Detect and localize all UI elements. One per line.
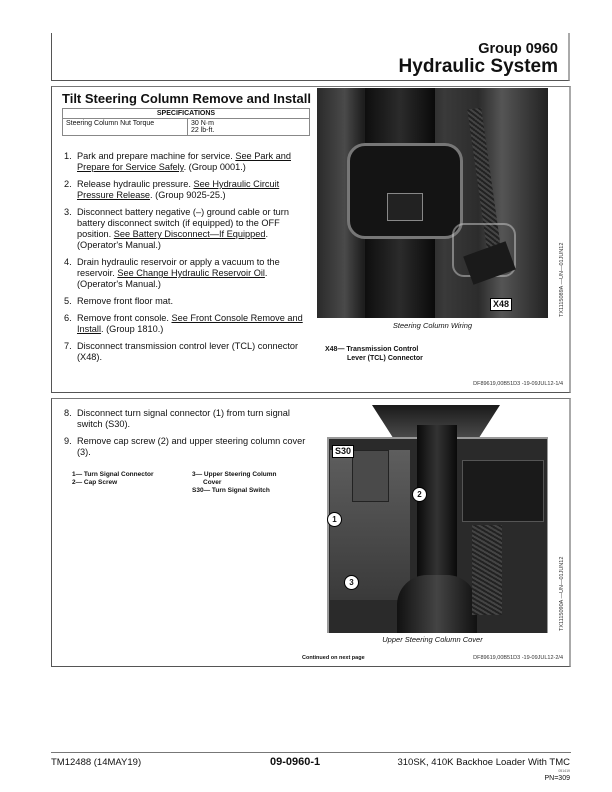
- step-item: [64, 296, 309, 307]
- step-item: [64, 408, 309, 430]
- cross-reference-link[interactable]: See Hydraulic Circuit Pressure Release: [77, 179, 280, 200]
- callout-x48: X48: [490, 298, 512, 311]
- cross-reference-link[interactable]: See Battery Disconnect—If Equipped: [113, 229, 266, 239]
- legend-item: 2— Cap Screw: [72, 479, 118, 486]
- step-text: Disconnect transmission control lever (TCL) connector (X48).: [77, 341, 299, 362]
- callout-2: 2: [412, 487, 427, 502]
- step-number: 1.: [64, 151, 72, 161]
- step-list: [64, 408, 309, 464]
- legend-text: Transmission Control: [346, 346, 419, 353]
- procedure-section-1: [51, 86, 571, 393]
- step-number: 4.: [64, 257, 72, 267]
- step-number: 8.: [64, 408, 72, 418]
- step-number: 7.: [64, 341, 72, 351]
- cross-reference-link[interactable]: See Change Hydraulic Reservoir Oil: [117, 268, 265, 278]
- step-item: [64, 179, 309, 201]
- continued-note: Continued on next page: [302, 655, 365, 661]
- step-text: Drain hydraulic reservoir or apply a vacuum to the reservoir.: [77, 257, 280, 278]
- footer-divider: [51, 752, 571, 753]
- step-item: [64, 207, 309, 251]
- step-text-suffix: . (Group 1810.): [101, 324, 164, 334]
- legend-item-cont: Cover: [203, 479, 222, 486]
- legend-item: S30— Turn Signal Switch: [192, 487, 270, 494]
- steering-column-wiring-photo: [317, 88, 548, 318]
- step-text: Disconnect turn signal connector (1) from turn signal switch (S30).: [77, 408, 290, 429]
- figure-legend: [325, 346, 423, 363]
- step-number: 9.: [64, 436, 72, 446]
- callout-1: 1: [327, 512, 342, 527]
- callout-3: 3: [344, 575, 359, 590]
- step-number: 2.: [64, 179, 72, 189]
- spec-value: [188, 119, 310, 136]
- step-number: 6.: [64, 313, 72, 323]
- table-row: [63, 119, 310, 136]
- cross-reference-link[interactable]: See Park and Prepare for Service Safely: [77, 151, 291, 172]
- product-name: 310SK, 410K Backhoe Loader With TMC: [397, 757, 570, 768]
- image-id: TX1115089A —UN—01JUN12: [559, 242, 565, 317]
- spec-value-imperial: 22 lb-ft.: [191, 127, 215, 134]
- print-code: 051419: [558, 769, 570, 773]
- figure-caption: Upper Steering Column Cover: [382, 635, 483, 644]
- group-number: Group 0960: [478, 41, 558, 57]
- figure-legend-col2: [192, 471, 277, 495]
- document-reference: DF89619,00B51D3 -19-09JUL12-2/4: [473, 655, 563, 661]
- specifications-table: [62, 108, 310, 136]
- step-list: [64, 151, 309, 369]
- upper-steering-column-cover-photo: [322, 405, 548, 633]
- legend-key: X48—: [325, 346, 345, 353]
- legend-item: 1— Turn Signal Connector: [72, 471, 154, 478]
- group-header: [51, 33, 570, 81]
- page-number: 09-0960-1: [270, 756, 321, 768]
- step-item: [64, 151, 309, 173]
- step-item: [64, 313, 309, 335]
- step-text: Release hydraulic pressure.: [77, 179, 194, 189]
- image-id: TX1115090A —UN—01JUN12: [559, 556, 565, 631]
- spec-value-metric: 30 N·m: [191, 120, 214, 127]
- step-text-suffix: . (Group 9025-25.): [150, 190, 226, 200]
- legend-item: 3— Upper Steering Column: [192, 471, 277, 478]
- step-text: Remove cap screw (2) and upper steering column cover (3).: [77, 436, 306, 457]
- step-item: [64, 341, 309, 363]
- step-number: 3.: [64, 207, 72, 217]
- spec-label: Steering Column Nut Torque: [63, 119, 188, 136]
- callout-s30: S30: [332, 445, 354, 458]
- step-text: Park and prepare machine for service.: [77, 151, 236, 161]
- page-title: Hydraulic System: [398, 56, 558, 77]
- step-item: [64, 436, 309, 458]
- step-item: [64, 257, 309, 290]
- step-text: Remove front console.: [77, 313, 172, 323]
- procedure-section-2: [51, 398, 571, 667]
- step-text-suffix: . (Operator's Manual.): [77, 268, 268, 289]
- figure-legend-col1: [72, 471, 154, 487]
- document-id: TM12488 (14MAY19): [51, 757, 142, 768]
- specifications-heading: SPECIFICATIONS: [63, 109, 310, 119]
- step-text: Disconnect battery negative (–) ground cable or turn battery disconnect switch (if equipped) to the OFF position.: [77, 207, 289, 239]
- figure-caption: Steering Column Wiring: [392, 321, 473, 330]
- step-text: Remove front floor mat.: [77, 296, 173, 306]
- step-text-suffix: . (Operator's Manual.): [77, 229, 269, 250]
- step-number: 5.: [64, 296, 72, 306]
- step-text-suffix: . (Group 0001.): [183, 162, 246, 172]
- legend-text-cont: Lever (TCL) Connector: [347, 354, 423, 362]
- pn-number: PN=309: [544, 775, 570, 782]
- cross-reference-link[interactable]: See Front Console Remove and Install: [77, 313, 303, 334]
- document-reference: DF89619,00B51D3 -19-09JUL12-1/4: [473, 381, 563, 387]
- section-title: Tilt Steering Column Remove and Install: [62, 91, 311, 106]
